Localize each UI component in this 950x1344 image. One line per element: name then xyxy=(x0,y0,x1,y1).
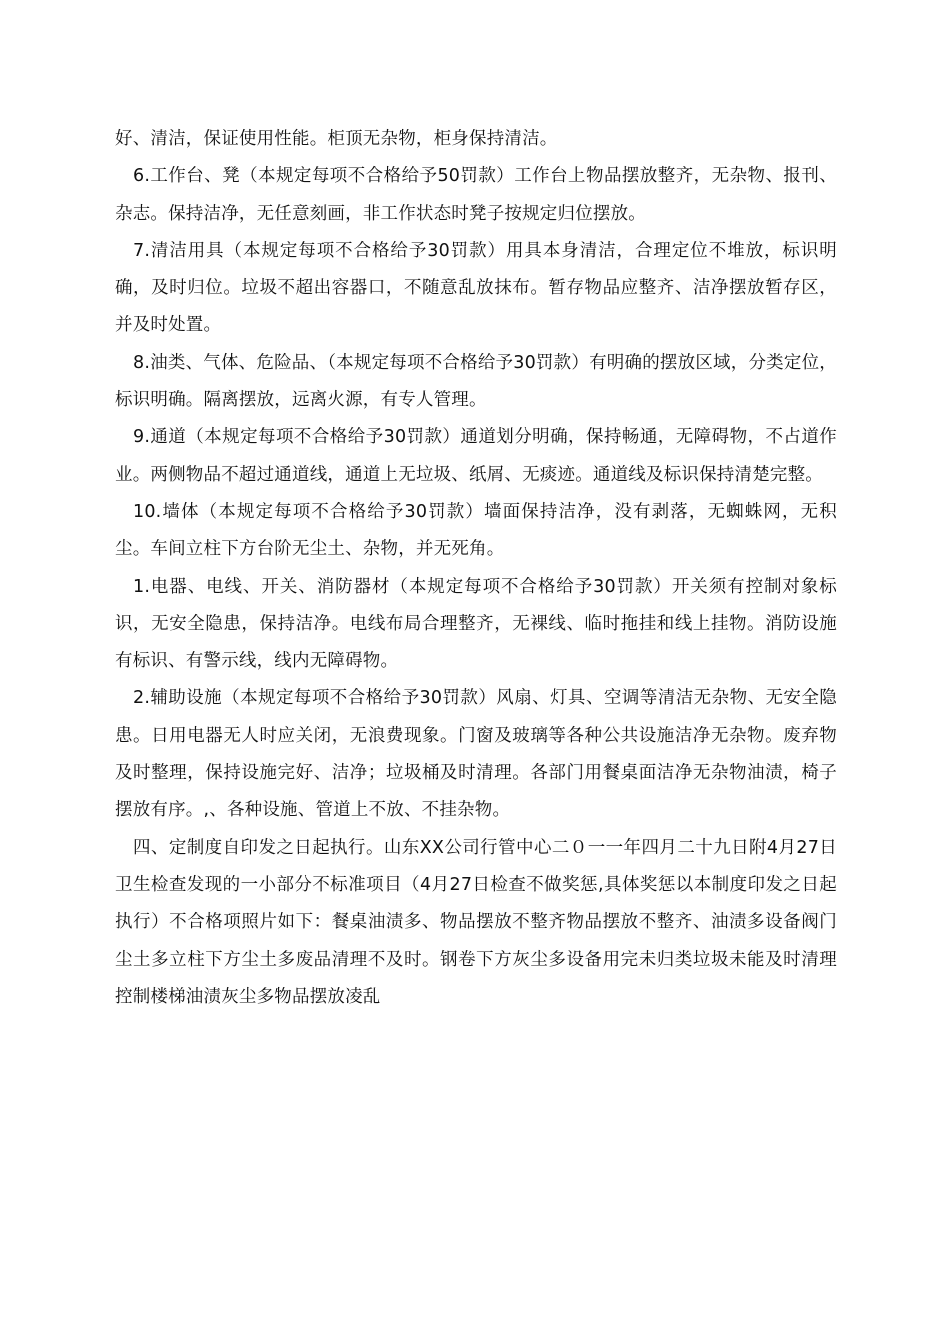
paragraph-electrical: 1.电器、电线、开关、消防器材（本规定每项不合格给予30罚款）开关须有控制对象标识，无安全隐患，保持洁净。电线布局合理整齐，无裸线、临时拖挂和线上挂物。消防设施有标识、有警示线，线内无障碍物。 xyxy=(115,576,837,672)
paragraph-passage: 9.通道（本规定每项不合格给予30罚款）通道划分明确，保持畅通，无障碍物，不占道作业。两侧物品不超过通道线，通道上无垃圾、纸屑、无痰迹。通道线及标识保持清楚完整。 xyxy=(115,427,837,485)
document-body xyxy=(115,121,837,1016)
paragraph-wall: 10.墙体（本规定每项不合格给予30罚款）墙面保持洁净，没有剥落，无蜘蛛网，无积尘。车间立柱下方台阶无尘土、杂物，并无死角。 xyxy=(115,501,837,560)
paragraph-continuation: 好、清洁，保证使用性能。柜顶无杂物，柜身保持清洁。 xyxy=(115,129,558,149)
paragraph-auxiliary: 2.辅助设施（本规定每项不合格给予30罚款）风扇、灯具、空调等清洁无杂物、无安全隐患。日用电器无人时应关闭，无浪费现象。门窗及玻璃等各种公共设施洁净无杂物。废弃物及时整理，保持设施完好、洁净；垃圾桶及时清理。各部门用餐桌面洁净无杂物油渍，椅子摆放有序。,、各种设施、管道上不放、不挂杂物。 xyxy=(115,688,837,821)
paragraph-workbench: 6.工作台、凳（本规定每项不合格给予50罚款）工作台上物品摆放整齐，无杂物、报刊、杂志。保持洁净，无任意刻画，非工作状态时凳子按规定归位摆放。 xyxy=(115,166,837,224)
paragraph-enforcement: 四、定制度自印发之日起执行。山东XX公司行管中心二０一一年四月二十九日附4月27日卫生检查发现的一小部分不标准项目（4月27日检查不做奖惩,具体奖惩以本制度印发之日起执行）不合格项照片如下：餐桌油渍多、物品摆放不整齐物品摆放不整齐、油渍多设备阀门尘土多立柱下方尘土多废品清理不及时。钢卷下方灰尘多设备用完未归类垃圾未能及时清理控制楼梯油渍灰尘多物品摆放凌乱 xyxy=(115,837,837,1007)
paragraph-hazardous-goods: 8.油类、气体、危险品、（本规定每项不合格给予30罚款）有明确的摆放区域，分类定位，标识明确。隔离摆放，远离火源，有专人管理。 xyxy=(115,352,837,411)
paragraph-cleaning-tools: 7.清洁用具（本规定每项不合格给予30罚款）用具本身清洁，合理定位不堆放，标识明确，及时归位。垃圾不超出容器口，不随意乱放抹布。暂存物品应整齐、洁净摆放暂存区，并及时处置。 xyxy=(115,240,837,336)
